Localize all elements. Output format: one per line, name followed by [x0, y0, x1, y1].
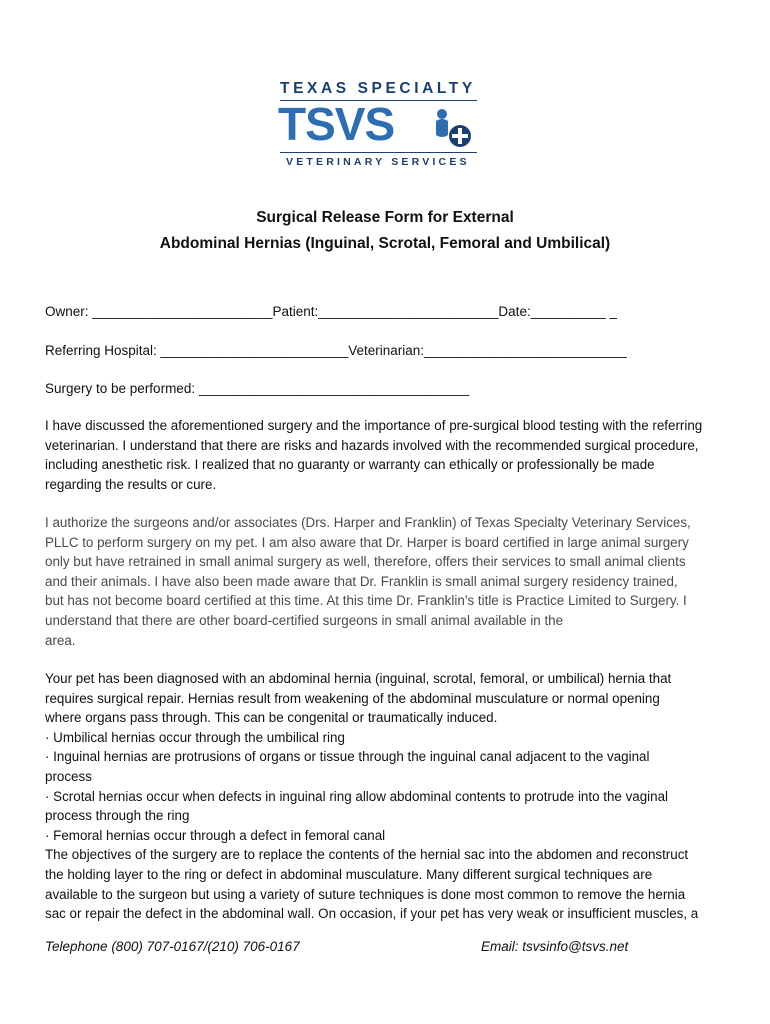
text-line: requires surgical repair. Hernias result from weakening of the abdominal musculature or normal opening — [45, 690, 660, 706]
text-line: Your pet has been diagnosed with an abdominal hernia (inguinal, scrotal, femoral, or umbilical) hernia that — [45, 671, 672, 686]
bullet-femoral: · Femoral hernias occur through a defect in femoral canal — [45, 827, 386, 843]
form-title-line-1: Surgical Release Form for External — [256, 209, 514, 226]
company-logo — [276, 80, 481, 170]
text-line: but has not become board certified at this time. At this time Dr. Franklin’s title is Practice Limited to Surgery. I — [45, 593, 687, 609]
text-line: process through the ring — [45, 808, 190, 824]
text-line: regarding the results or cure. — [45, 476, 217, 492]
text-line: veterinarian. I understand that there are risks and hazards involved with the recommended surgical procedure, — [45, 437, 699, 453]
text-line: The objectives of the surgery are to replace the contents of the hernial sac into the abdomen and reconstruct — [45, 847, 689, 863]
discussion-paragraph — [45, 416, 735, 494]
footer-email[interactable]: Email: tsvsinfo@tsvs.net — [481, 939, 629, 954]
logo-bottom-text: VETERINARY SERVICES — [286, 156, 470, 168]
text-line: the holding layer to the ring or defect in abdominal musculature. Many different surgical techniques are — [45, 866, 653, 882]
text-line: and their animals. I have also been made aware that Dr. Franklin is small animal surgery residency trained, — [45, 573, 678, 589]
diagnosis-paragraph — [45, 669, 735, 924]
logo-mark: TSVS — [278, 98, 395, 150]
surgery-performed-field[interactable]: Surgery to be performed: ____________________________________ — [45, 381, 470, 396]
bullet-inguinal: · Inguinal hernias are protrusions of organs or tissue through the inguinal canal adjacent to the vaginal — [45, 749, 650, 765]
logo-rule-bottom — [280, 152, 477, 153]
bullet-scrotal: · Scrotal hernias occur when defects in inguinal ring allow abdominal contents to protrude into the vaginal — [45, 788, 669, 804]
form-title-line-2: Abdominal Hernias (Inguinal, Scrotal, Femoral and Umbilical) — [159, 235, 611, 252]
owner-patient-date-fields[interactable]: Owner: ________________________Patient:________________________Date:__________ _ — [45, 304, 618, 319]
text-line: I have discussed the aforementioned surgery and the importance of pre-surgical blood testing with the referring — [45, 418, 703, 433]
bullet-umbilical: · Umbilical hernias occur through the umbilical ring — [45, 729, 345, 745]
hospital-veterinarian-fields[interactable]: Referring Hospital: _________________________Veterinarian:___________________________ — [45, 343, 627, 358]
text-line: area. — [45, 632, 76, 648]
paw-cross-icon — [430, 105, 474, 149]
text-line: I authorize the surgeons and/or associates (Drs. Harper and Franklin) of Texas Specialty Veterinary Services, — [45, 515, 691, 530]
text-line: where organs pass through. This can be congenital or traumatically induced. — [45, 710, 498, 726]
text-line: available to the surgeon but using a variety of suture techniques is done most common to remove the hernia — [45, 886, 686, 902]
text-line: PLLC to perform surgery on my pet. I am also aware that Dr. Harper is board certified in large animal surgery — [45, 534, 689, 550]
text-line: including anesthetic risk. I realized that no guaranty or warranty can ethically or professionally be made — [45, 457, 655, 473]
text-line: process — [45, 768, 92, 784]
text-line: understand that there are other board-certified surgeons in small animal available in the — [45, 612, 564, 628]
text-line: only but have retrained in small animal surgery as well, therefore, offers their services to small animal clients — [45, 554, 686, 570]
authorization-paragraph — [45, 513, 735, 650]
logo-top-text: TEXAS SPECIALTY — [280, 80, 476, 97]
text-line: sac or repair the defect in the abdominal wall. On occasion, if your pet has very weak or insufficient muscles, a — [45, 906, 699, 922]
footer-telephone: Telephone (800) 707-0167/(210) 706-0167 — [45, 939, 300, 954]
